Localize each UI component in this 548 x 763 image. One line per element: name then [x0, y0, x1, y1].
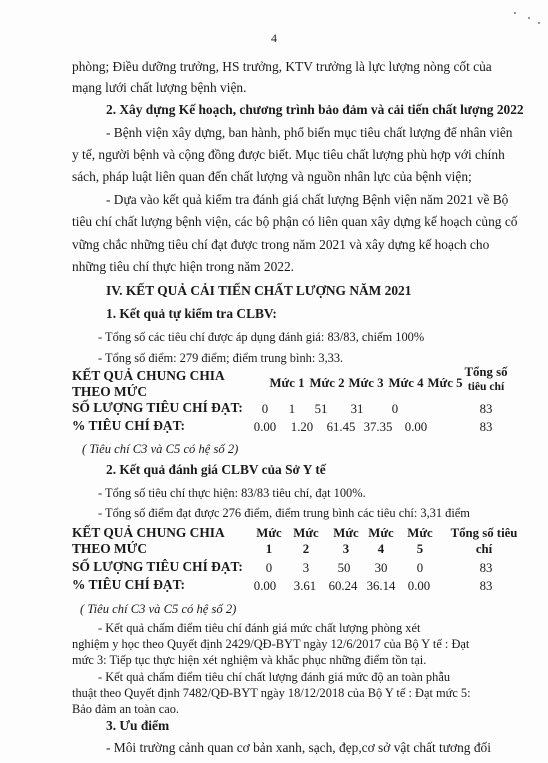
section2-p2-line-1: - Dựa vào kết quả kiểm tra đánh giá chất lượng Bệnh viện năm 2021 về Bộ: [106, 192, 509, 207]
sub2-para-a-line-3: mức 3: Tiếp tục thực hiện xét nghiệm và khắc phục những điểm tồn tại.: [72, 653, 427, 667]
table2-header-muc1-line-2: 1: [265, 542, 273, 556]
scan-speck: [514, 12, 516, 14]
sub2-heading: 2. Kết quả đánh giá CLBV của Sở Y tế: [106, 462, 326, 477]
sub3-heading: 3. Ưu điểm: [106, 718, 170, 733]
table2-row1-total: 83: [479, 561, 493, 575]
table2-header-muc2-line-2: 2: [302, 542, 310, 556]
sub2-para-b-line-2: thuật theo Quyết định 7482/QĐ-BYT ngày 18/12/2018 của Bộ Y tế : Đạt mức 5:: [72, 686, 471, 700]
table2-row2-label: % TIÊU CHÍ ĐẠT:: [72, 577, 185, 592]
table1-header-total-line-1: Tổng số: [464, 365, 508, 379]
sub2-para-a-line-2: nghiệm y học theo Quyết định 2429/QĐ-BYT ngày 12/6/2017 của Bộ Y tế : Đạt: [72, 637, 470, 651]
table2-row1-muc2: 3: [302, 561, 310, 575]
table2-row1-muc3: 50: [337, 561, 351, 575]
table1-header-muc2: Mức 2: [309, 376, 345, 390]
table1-row1-muc1: 0: [261, 402, 269, 416]
table1-row1-muc2: 1: [288, 402, 296, 416]
sub2-para-b-line-3: Bảo đảm an toàn cao.: [72, 702, 180, 716]
table1-row2-label: % TIÊU CHÍ ĐẠT:: [72, 418, 185, 433]
table1-header-muc1: Mức 1: [269, 376, 305, 390]
section2-p1-line-2: y tế, người bệnh và cộng đồng được biết. Mục tiêu chất lượng phù hợp với chính: [72, 147, 505, 162]
table1-header-muc3: Mức 3: [348, 376, 384, 390]
section2-p2-line-3: vững chắc những tiêu chí đạt được trong năm 2021 và xây dựng kế hoạch cho: [72, 237, 490, 252]
table1-note: ( Tiêu chí C3 và C5 có hệ số 2): [82, 442, 239, 456]
table1-row2-muc2: 1.20: [290, 420, 314, 434]
table1-row2-muc3: 61.45: [326, 420, 356, 434]
table1-row2-muc4: 37.35: [363, 420, 393, 434]
sub2-para-b-line-1: - Kết quả chấm điểm tiêu chí chất lượng đánh giá mức độ an toàn phẫu: [98, 670, 451, 684]
section4-heading: IV. KẾT QUẢ CẢI TIẾN CHẤT LƯỢNG NĂM 2021: [106, 283, 412, 298]
table2-header-muc2-line-1: Mức: [293, 526, 319, 540]
table2-row1-muc1: 0: [265, 561, 273, 575]
table2-row1-muc4: 30: [374, 561, 388, 575]
sub1-heading: 1. Kết quả tự kiểm tra CLBV:: [106, 306, 277, 321]
sub2-bullet-2: - Tổng số điểm đạt được 276 điểm, điểm trung bình các tiêu chí: 3,31 điểm: [98, 506, 470, 520]
table2-row2-muc3: 60.24: [328, 579, 358, 593]
scan-speck: [538, 22, 540, 24]
table2-header-muc5-line-1: Mức: [407, 526, 433, 540]
section2-p1-line-3: sách, pháp luật liên quan đến chất lượng và nguồn nhân lực của bệnh viện;: [72, 169, 472, 184]
table2-header-muc3-line-2: 3: [342, 542, 350, 556]
intro-line-1: phòng; Điều dưỡng trưởng, HS trưởng, KTV trưởng là lực lượng nòng cốt của: [72, 59, 492, 74]
sub3-bullet-1: - Môi trường cảnh quan cơ bản xanh, sạch, đẹp,cơ sở vật chất tương đối: [106, 740, 491, 755]
table2-row2-muc1: 0.00: [253, 579, 277, 593]
table1-row1-muc5: 0: [391, 402, 399, 416]
table1-row1-label: SỐ LƯỢNG TIÊU CHÍ ĐẠT:: [72, 400, 243, 415]
sub2-para-a-line-1: - Kết quả chấm điểm tiêu chí đánh giá mức chất lượng phòng xét: [98, 621, 421, 635]
table2-row2-muc5: 0.00: [407, 579, 431, 593]
table1-row1-muc4: 31: [350, 402, 364, 416]
scan-speck: [528, 17, 530, 19]
table1-title-line-2: THEO MỨC: [72, 384, 148, 399]
table1-row2-total: 83: [479, 420, 493, 434]
table1-header-total-line-2: tiêu chí: [467, 380, 505, 393]
table1-title-line-1: KẾT QUẢ CHUNG CHIA: [72, 368, 225, 383]
table2-title-line-1: KẾT QUẢ CHUNG CHIA: [72, 525, 225, 540]
table1-header-muc5: Mức 5: [427, 376, 463, 390]
sub1-bullet-1: - Tổng số các tiêu chí được áp dụng đánh giá: 83/83, chiếm 100%: [98, 330, 425, 344]
table2-note: ( Tiêu chí C3 và C5 có hệ số 2): [80, 602, 237, 616]
section2-heading: 2. Xây dựng Kế hoạch, chương trình bảo đảm và cải tiến chất lượng 2022: [106, 102, 524, 117]
page-number: 4: [271, 31, 277, 45]
table2-title-line-2: THEO MỨC: [72, 541, 148, 556]
section2-p2-line-4: những tiêu chí thực hiện trong năm 2022.: [72, 259, 295, 274]
table1-header-muc4: Mức 4: [388, 376, 424, 390]
table2-header-muc5-line-2: 5: [416, 542, 424, 556]
sub1-bullet-2: - Tổng số điểm: 279 điểm; điểm trung bình: 3,33.: [98, 351, 344, 365]
table2-header-total-line-2: chí: [475, 542, 493, 556]
table2-header-total-line-1: Tổng số tiêu: [450, 526, 518, 540]
intro-line-2: mạng lưới chất lượng bệnh viện.: [72, 80, 247, 95]
table2-header-muc4-line-1: Mức: [368, 526, 394, 540]
table2-row2-muc2: 3.61: [293, 579, 317, 593]
section2-p1-line-1: - Bệnh viện xây dựng, ban hành, phổ biến mục tiêu chất lượng để nhân viên: [106, 125, 513, 140]
sub2-bullet-1: - Tổng số tiêu chí thực hiện: 83/83 tiêu chí, đạt 100%.: [98, 486, 366, 500]
table1-row1-total: 83: [479, 402, 493, 416]
table2-row1-label: SỐ LƯỢNG TIÊU CHÍ ĐẠT:: [72, 559, 243, 574]
section2-p2-line-2: tiêu chí chất lượng bệnh viện, các bộ phận có liên quan xây dựng kế hoạch củng cố: [72, 214, 518, 229]
table1-row2-muc1: 0.00: [253, 420, 277, 434]
table2-row2-muc4: 36.14: [366, 579, 396, 593]
table2-row1-muc5: 0: [416, 561, 424, 575]
table2-header-muc3-line-1: Mức: [333, 526, 359, 540]
table1-row1-muc3: 51: [314, 402, 328, 416]
table2-header-muc4-line-2: 4: [377, 542, 385, 556]
table2-row2-total: 83: [479, 579, 493, 593]
table2-header-muc1-line-1: Mức: [256, 526, 282, 540]
table1-row2-muc5: 0.00: [404, 420, 428, 434]
